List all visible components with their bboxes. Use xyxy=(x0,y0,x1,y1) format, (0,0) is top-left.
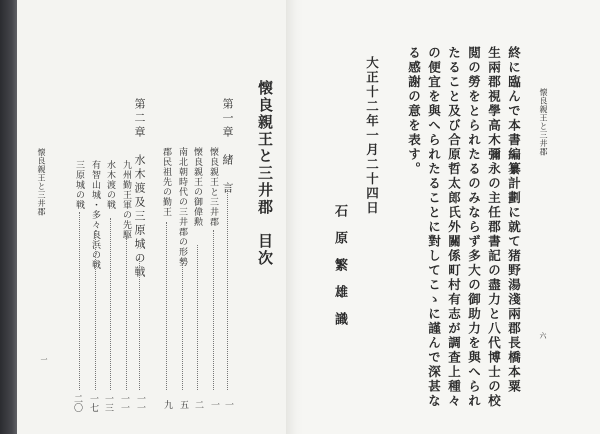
toc-leader xyxy=(166,222,168,390)
toc-page-number: 一三 xyxy=(103,394,113,412)
toc-leader xyxy=(139,258,141,390)
toc-section-7: 有智山城・多々良浜の戦 xyxy=(90,160,100,270)
toc-section-6: 水木渡の戦 xyxy=(105,160,115,210)
toc-chapter-2: 第二章 水木渡及三原城の戦 xyxy=(133,98,146,280)
toc-page-number: 五 xyxy=(178,400,188,409)
right-running-header: 懐良親王と三井郡 xyxy=(539,88,548,156)
page-title: 懐良親王と三井郡 目次 xyxy=(256,80,274,267)
toc-leader xyxy=(79,212,81,390)
toc-section-5: 九州勤王軍の先駆 xyxy=(121,160,131,240)
toc-page-number: 二 xyxy=(193,400,203,409)
preface-date: 大正十二年一月二十四日 xyxy=(364,56,380,216)
left-folio: 一 xyxy=(40,356,48,363)
preface-line-4: たること及び合原哲太郎氏外關係町村有志が調査上種々 xyxy=(446,46,462,409)
toc-page-number: 一 xyxy=(223,400,233,409)
left-page xyxy=(17,0,301,434)
toc-section-4: 郡民祖先の勤王 xyxy=(161,147,171,217)
toc-leader xyxy=(213,230,215,390)
toc-page-number: 一 xyxy=(209,400,219,409)
gutter-shadow xyxy=(286,0,303,434)
toc-page-number: 一七 xyxy=(88,394,98,412)
right-folio: 六 xyxy=(539,332,547,339)
preface-line-2: 生兩郡視學高木彌永の主任郡書記の盡力と八代博士の校 xyxy=(486,46,502,409)
toc-page-number: 九 xyxy=(162,400,172,409)
toc-page-number: 一一 xyxy=(119,394,129,412)
toc-section-2: 懐良親王の御偉勲 xyxy=(192,147,202,227)
preface-line-1: 終に臨んで本書編纂計劃に就て猪野湯淺兩郡長橋本粟 xyxy=(506,46,522,394)
book-cover-edge xyxy=(0,0,17,434)
preface-line-5: の便宜を與へられたることに對してこゝに謹んで深甚な xyxy=(426,46,442,409)
author-signature: 石原繁雄識 xyxy=(332,204,347,339)
toc-section-8: 三原城の戦 xyxy=(74,160,84,210)
toc-leader xyxy=(197,245,199,390)
toc-leader xyxy=(182,260,184,390)
right-page xyxy=(303,0,600,434)
toc-chapter-1: 第一章 緒 言 xyxy=(221,98,234,196)
left-running-header: 懐良親王と三井郡 xyxy=(37,148,46,216)
toc-leader xyxy=(110,218,112,390)
toc-leader xyxy=(126,236,128,390)
preface-line-6: る感謝の意を表す。 xyxy=(406,46,422,177)
preface-line-3: 閲の勞をとられたるのみならず多大の御助力を與へられ xyxy=(466,46,482,409)
toc-section-3: 南北朝時代の三井郡の形勢 xyxy=(177,147,187,267)
toc-leader xyxy=(227,190,229,390)
toc-page-number: 二〇 xyxy=(72,394,82,412)
toc-page-number: 一一 xyxy=(135,394,145,412)
toc-leader xyxy=(95,230,97,390)
toc-section-1: 懐良親王と三井郡 xyxy=(208,147,218,227)
